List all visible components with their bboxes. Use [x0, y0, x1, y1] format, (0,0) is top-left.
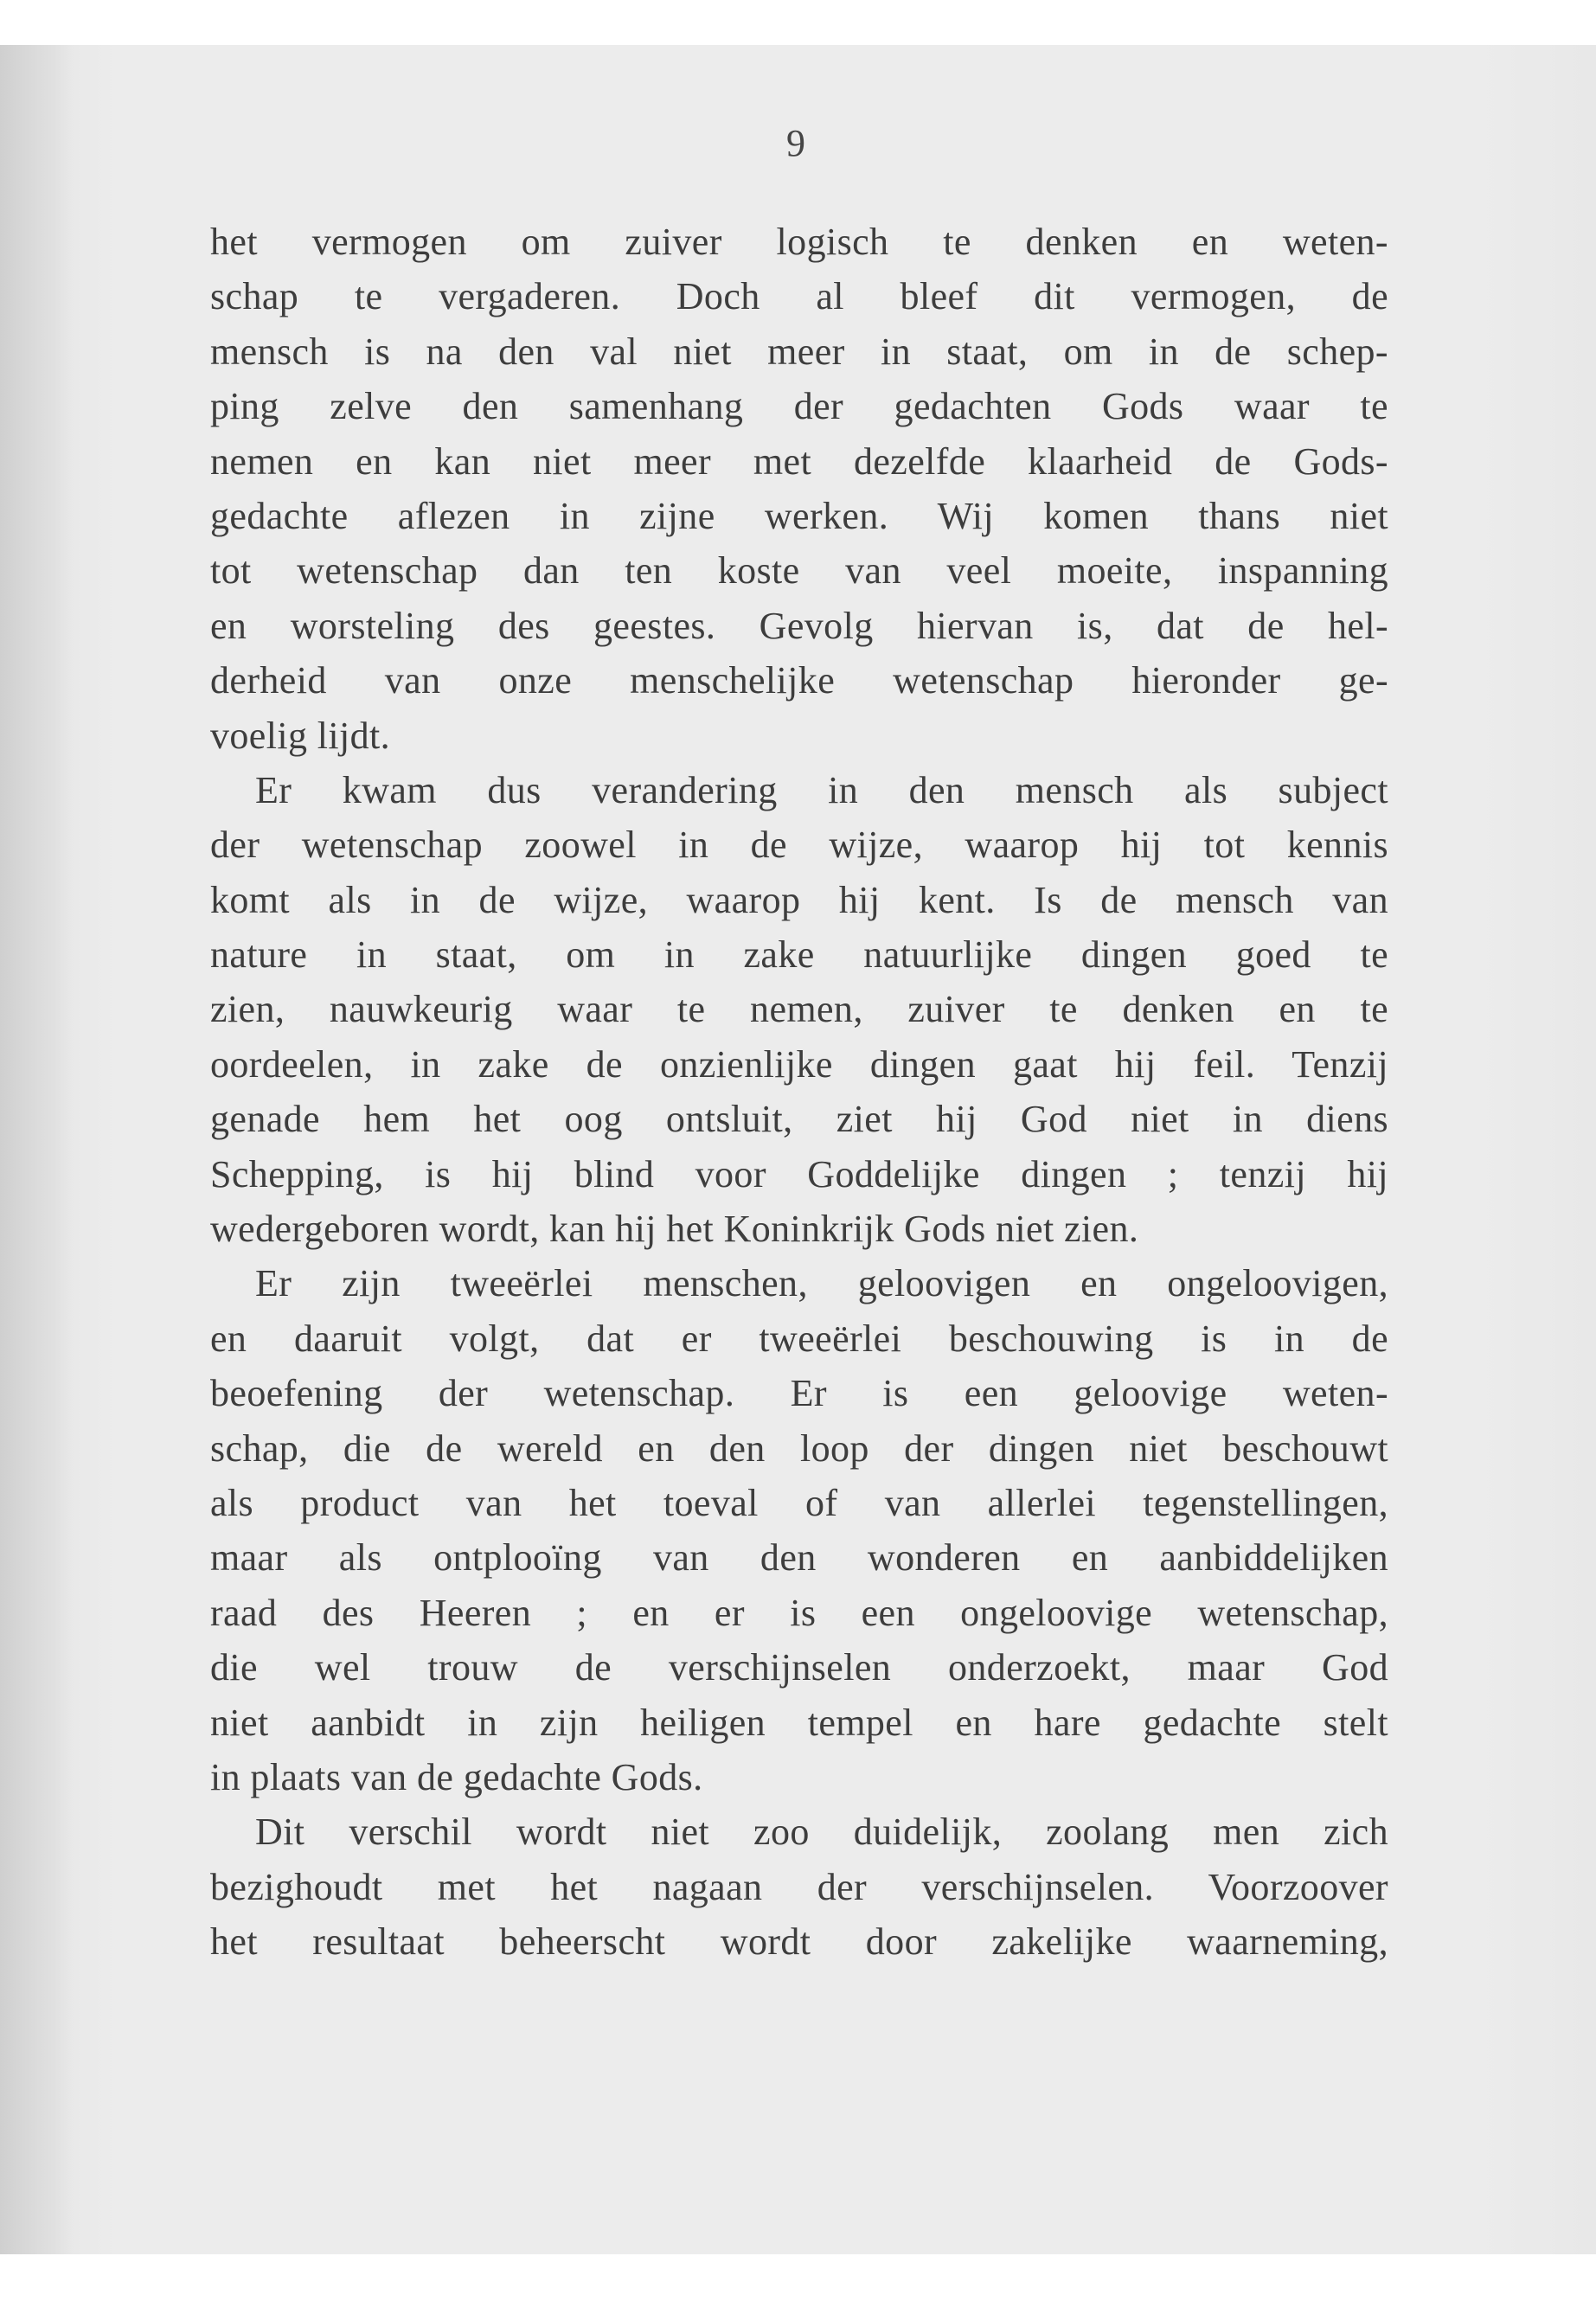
text-line: raad des Heeren ; en er is een ongeloovige wetenschap, [210, 1591, 1388, 1634]
text-line: niet aanbidt in zijn heiligen tempel en hare gedachte stelt [210, 1701, 1388, 1744]
text-line: schap, die de wereld en den loop der dingen niet beschouwt [210, 1426, 1388, 1470]
scan-margin-top [0, 0, 1596, 45]
text-line: Er zijn tweeërlei menschen, geloovigen en ongeloovigen, [255, 1262, 1388, 1305]
text-line: voelig lijdt. [210, 714, 391, 757]
text-line: der wetenschap zoowel in de wijze, waarop hij tot kennis [210, 824, 1388, 867]
gutter-shadow [0, 45, 74, 2254]
text-line: het resultaat beheerscht wordt door zakelijke waarneming, [210, 1920, 1388, 1964]
text-line: gedachte aflezen in zijne werken. Wij komen thans niet [210, 494, 1388, 537]
text-line: Schepping, is hij blind voor Goddelijke dingen ; tenzij hij [210, 1152, 1388, 1195]
text-line: Er kwam dus verandering in den mensch als subject [255, 768, 1388, 811]
text-line: maar als ontplooïng van den wonderen en aanbiddelijken [210, 1536, 1388, 1580]
text-body [210, 215, 1388, 1970]
scan-margin-bottom [0, 2254, 1596, 2301]
text-line: derheid van onze menschelijke wetenschap hieronder ge- [210, 659, 1388, 702]
text-line: en worsteling des geestes. Gevolg hiervan is, dat de hel- [210, 604, 1388, 647]
page-number: 9 [786, 122, 805, 164]
text-line: tot wetenschap dan ten koste van veel moeite, inspanning [210, 549, 1388, 593]
text-line: nemen en kan niet meer met dezelfde klaarheid de Gods- [210, 439, 1388, 483]
text-line: bezighoudt met het nagaan der verschijnselen. Voorzoover [210, 1865, 1388, 1908]
text-line: die wel trouw de verschijnselen onderzoekt, maar God [210, 1646, 1388, 1689]
text-line: en daaruit volgt, dat er tweeërlei beschouwing is in de [210, 1317, 1388, 1360]
text-line: oordeelen, in zake de onzienlijke dingen gaat hij feil. Tenzij [210, 1042, 1388, 1086]
text-line: in plaats van de gedachte Gods. [210, 1755, 703, 1798]
text-line: zien, nauwkeurig waar te nemen, zuiver te denken en te [210, 988, 1388, 1031]
text-line: genade hem het oog ontsluit, ziet hij God niet in diens [210, 1098, 1388, 1141]
text-line: schap te vergaderen. Doch al bleef dit vermogen, de [210, 275, 1388, 318]
text-line: wedergeboren wordt, kan hij het Koninkrijk Gods niet zien. [210, 1208, 1139, 1251]
text-line: het vermogen om zuiver logisch te denken en weten- [210, 221, 1388, 263]
text-line: mensch is na den val niet meer in staat, om in de schep- [210, 330, 1388, 373]
text-line: komt als in de wijze, waarop hij kent. Is de mensch van [210, 878, 1388, 921]
text-line: als product van het toeval of van allerlei tegenstellingen, [210, 1481, 1388, 1524]
text-line: beoefening der wetenschap. Er is een geloovige weten- [210, 1372, 1388, 1415]
text-line: ping zelve den samenhang der gedachten Gods waar te [210, 385, 1388, 428]
text-line: Dit verschil wordt niet zoo duidelijk, zoolang men zich [255, 1811, 1388, 1854]
text-line: nature in staat, om in zake natuurlijke dingen goed te [210, 933, 1388, 977]
